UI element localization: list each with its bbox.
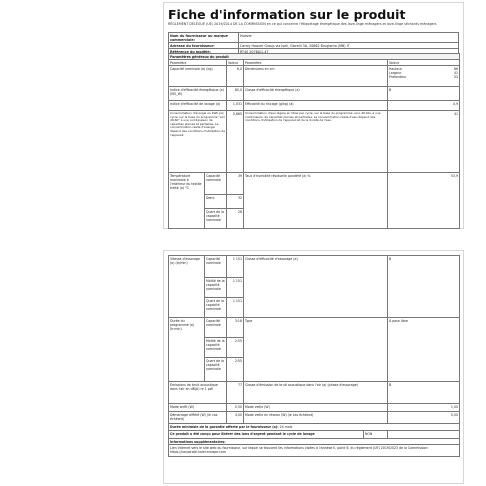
param-label: Classe d'efficacité d'essorage (a) <box>244 256 388 318</box>
param-value: 0,00 <box>388 412 460 424</box>
sub-param-label: Capacité nominale <box>205 318 227 338</box>
param-value: 53,9 <box>388 173 460 229</box>
supplier-link-text: Lien Internet vers le site web du fournisseur, sur lequel se trouvent les informations visées à l'annexe II, point 6, du règlement (UE) 2019/2023 de la Commission: https://corporate.haier-europe.com <box>169 445 460 457</box>
section-title: Paramètres généraux du produit <box>169 54 460 60</box>
param-label: Efficacité du rinçage (g/kg) (a) <box>244 101 388 111</box>
warranty-cell <box>169 424 460 431</box>
param-label: Classe d'émission de bruit acoustique dans l'air (a) (phase d'essorage) <box>244 382 388 404</box>
sheet-page-2 <box>163 250 464 484</box>
address-value: Candy Hoover Group via Iseli, Giorelli 3A, 20862 Brugherio (MB) IT <box>239 43 459 49</box>
model-label: Référence du modèle: <box>169 49 239 55</box>
sub-param-label: Capacité nominale <box>205 173 227 195</box>
param-label: Dimensions en cm <box>244 66 388 87</box>
param-value: 4,00 <box>227 412 244 424</box>
dimensions-cell <box>388 66 460 87</box>
param-label: Durée du programme (a) (h:min) <box>169 318 205 382</box>
column-header-parameter: Paramètre <box>244 60 388 66</box>
param-label: Taux d'humidité résiduelle pondéré (a) % <box>244 173 388 229</box>
table-row <box>169 87 460 101</box>
dimension-label: Largeur <box>389 70 402 75</box>
param-label: Indice d'efficacité de lavage (a) <box>169 101 227 111</box>
table-row <box>169 173 460 195</box>
param-value: 0,665 <box>227 111 244 173</box>
param-value: 6,0 <box>227 66 244 87</box>
sub-param-value: 1 151 <box>227 256 244 278</box>
param-value: 77 <box>227 382 244 404</box>
param-value: 4,9 <box>388 101 460 111</box>
param-label: Température maximale à l'intérieur du textile traité (a) °C <box>169 173 205 229</box>
sub-param-label: Demi <box>205 195 227 209</box>
dimension-value: 53 <box>453 74 458 79</box>
column-header-value: Valeur <box>227 60 244 66</box>
param-value: B <box>388 87 460 101</box>
table-row <box>169 318 460 338</box>
table-row <box>169 66 460 87</box>
sub-param-value: 1 151 <box>227 298 244 318</box>
sheet-page-1 <box>163 2 464 229</box>
sub-param-value: 1 151 <box>227 278 244 298</box>
param-value: B <box>388 382 460 404</box>
table-row <box>169 382 460 404</box>
warranty-label: Durée minimale de la garantie offerte par le fournisseur (a): <box>170 424 279 429</box>
table-row <box>169 431 460 439</box>
dimension-value: 41 <box>453 70 458 75</box>
table-row <box>169 33 459 43</box>
brand-label: Nom du fournisseur ou marque commerciale: <box>169 33 239 43</box>
table-row <box>169 111 460 173</box>
sub-param-label: Moitié de la capacité nominale <box>205 338 227 358</box>
param-value: 41 <box>388 111 460 173</box>
param-label: Démarrage différé (W) (le cas échéant) <box>169 412 227 424</box>
empty-cell <box>388 431 460 439</box>
table-row <box>169 101 460 111</box>
sub-param-label: Quart de la capacité nominale <box>205 298 227 318</box>
param-label: Classe d'efficacité énergétique (a) <box>244 87 388 101</box>
general-parameters-table <box>168 53 460 229</box>
param-value: 80,0 <box>227 87 244 101</box>
silver-ions-value: NON <box>364 431 388 439</box>
parameters-table-continued <box>168 255 460 457</box>
sub-param-value: 32 <box>227 195 244 209</box>
param-value: À pose libre <box>388 318 460 382</box>
sub-param-label: Moitié de la capacité nominale <box>205 278 227 298</box>
param-label: Mode veille en réseau (W) (le cas échéant) <box>244 412 388 424</box>
param-value: 0,50 <box>227 404 244 412</box>
address-label: Adresse du fournisseur: <box>169 43 239 49</box>
param-label: Capacité nominale (a) (kg) <box>169 66 227 87</box>
table-row <box>169 256 460 278</box>
model-value: RT4S 2076A/1-47 <box>239 49 459 55</box>
regulation-intro: RÈGLEMENT DÉLÉGUÉ (UE) 2019/2014 DE LA COMMISSION en ce qui concerne l'étiquetage énergétique des lave-linge ménagers et lave-linge séchants ménagers <box>168 22 437 26</box>
silver-ions-label: Ce produit a été conçu pour libérer des ions d'argent pendant le cycle de lavage <box>169 431 364 439</box>
dimension-label: Profondeur <box>389 74 407 79</box>
param-value: 1,00 <box>388 404 460 412</box>
page-title: Fiche d'information sur le produit <box>168 7 406 22</box>
column-header-value: Valeur <box>388 60 460 66</box>
extra-info-title: Informations supplémentaires: <box>169 439 460 445</box>
param-value: 1,031 <box>227 101 244 111</box>
param-label: Indice d'efficacité énergétique (a) (EEI_W) <box>169 87 227 101</box>
table-row <box>169 424 460 431</box>
param-label: Mode arrêt (W) <box>169 404 227 412</box>
param-label: Type <box>244 318 388 382</box>
sub-param-value: 2:55 <box>227 338 244 358</box>
table-row <box>169 404 460 412</box>
brand-value: Hoover <box>239 33 459 43</box>
sub-param-label: Capacité nominale <box>205 256 227 278</box>
table-row <box>169 445 460 457</box>
column-header-parameter: Paramètre <box>169 60 227 66</box>
sub-param-value: 2:55 <box>227 358 244 382</box>
sub-param-label: Quart de la capacité nominale <box>205 209 227 229</box>
param-label: Consommation d'eau légère en litres par cycle, sur la base du programme «eco 40-60» à une combinaison de capacités pleines et partielles. La consommation réelle d'eau dépend des conditions d'utilisation de l'appareil et de la dureté de l'eau. <box>244 111 388 173</box>
dimension-label: Hauteur <box>389 66 402 71</box>
table-row <box>169 412 460 424</box>
sub-param-value: 26 <box>227 209 244 229</box>
param-label: Vitesse d'essorage (a) (tr/min) <box>169 256 205 318</box>
param-value: B <box>388 256 460 318</box>
dimension-value: 86 <box>453 66 458 71</box>
dimension-row <box>389 75 458 79</box>
param-label: Consommation d'énergie en kWh par cycle, sur la base du programme "eco 40-60" à une combinaison de capacités pleines et partielles. La consommation réelle d'énergie dépend des conditions d'utilisation de l'appareil. <box>169 111 227 173</box>
sub-param-label: Quart de la capacité nominale <box>205 358 227 382</box>
param-label: Émissions de bruit acoustique dans l'air en dB(A) re 1 pW <box>169 382 227 404</box>
warranty-value: 24 mois <box>279 424 293 429</box>
sub-param-value: 3:18 <box>227 318 244 338</box>
sub-param-value: 39 <box>227 173 244 195</box>
param-label: Mode veille (W) <box>244 404 388 412</box>
